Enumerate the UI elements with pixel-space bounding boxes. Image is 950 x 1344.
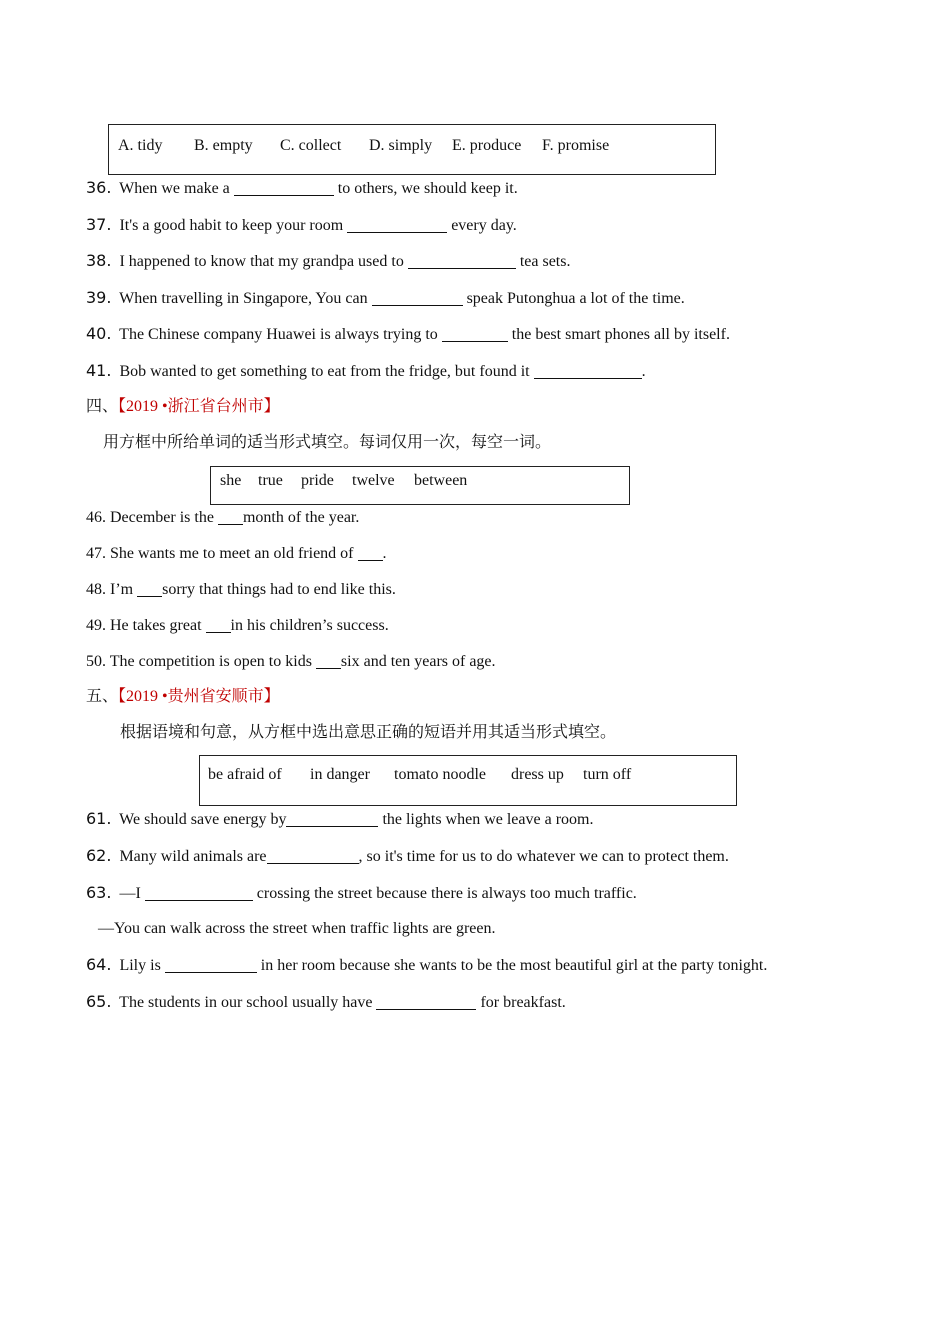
answer-blank[interactable] (218, 508, 243, 525)
question-text: I’m (110, 581, 134, 598)
question-text: He takes great (110, 617, 202, 634)
question-text: to others, we should keep it. (337, 180, 518, 197)
section-number: 五、 (86, 688, 119, 705)
answer-blank[interactable] (376, 993, 476, 1010)
question-text: It's a good habit to keep your room (119, 217, 344, 234)
word-bank-option: dress up (511, 766, 564, 783)
question-text: . (641, 363, 646, 380)
section-heading-5 (86, 687, 280, 707)
section-source: 【2019 •贵州省安顺市】 (118, 688, 280, 705)
answer-blank[interactable] (286, 810, 378, 827)
question-number: 47. (86, 545, 106, 562)
answer-blank[interactable] (234, 179, 334, 196)
question-40 (86, 324, 730, 345)
question-text: —You can walk across the street when traffic lights are green. (98, 920, 496, 937)
question-text: Bob wanted to get something to eat from the fridge, but found it (119, 363, 530, 380)
question-number: 36. (86, 178, 112, 197)
question-number: 38. (86, 251, 112, 270)
answer-blank[interactable] (408, 252, 516, 269)
answer-blank[interactable] (165, 956, 257, 973)
question-39 (86, 288, 685, 309)
word-bank-option: C. collect (280, 137, 342, 154)
word-bank-option: be afraid of (208, 766, 282, 783)
question-text: month of the year. (242, 509, 360, 526)
question-50 (86, 652, 496, 672)
question-38 (86, 251, 570, 272)
word-bank-option: pride (301, 472, 334, 489)
question-text: every day. (451, 217, 517, 234)
section-number: 四、 (86, 398, 119, 415)
question-text: , so it's time for us to do whatever we can to protect them. (358, 848, 729, 865)
question-text: in his children’s success. (230, 617, 389, 634)
question-text: . (382, 545, 387, 562)
question-number: 49. (86, 617, 106, 634)
question-number: 62. (86, 846, 112, 865)
answer-blank[interactable] (206, 616, 231, 633)
question-text: Lily is (119, 957, 161, 974)
word-bank-option: turn off (583, 766, 632, 783)
question-text: When we make a (119, 180, 230, 197)
question-text: We should save energy by (119, 811, 287, 828)
word-bank-option: between (414, 472, 468, 489)
answer-blank[interactable] (316, 652, 341, 669)
section-instruction: 根据语境和句意，从方框中选出意思正确的短语并用其适当形式填空。 (120, 724, 617, 741)
answer-blank[interactable] (358, 544, 383, 561)
question-text: The Chinese company Huawei is always trying to (119, 326, 438, 343)
question-text: Many wild animals are (119, 848, 267, 865)
question-number: 40. (86, 324, 112, 343)
question-text: The students in our school usually have (119, 994, 373, 1011)
question-63-reply (98, 919, 496, 939)
answer-blank[interactable] (267, 847, 359, 864)
answer-blank[interactable] (372, 289, 463, 306)
question-number: 39. (86, 288, 112, 307)
question-text: the best smart phones all by itself. (511, 326, 730, 343)
question-48 (86, 580, 396, 600)
answer-blank[interactable] (137, 580, 162, 597)
question-65 (86, 992, 566, 1013)
word-bank-option: tomato noodle (394, 766, 486, 783)
question-62 (86, 846, 729, 867)
question-number: 41. (86, 361, 112, 380)
question-text: She wants me to meet an old friend of (110, 545, 354, 562)
question-36 (86, 178, 518, 199)
question-number: 61. (86, 809, 112, 828)
word-bank-option: A. tidy (118, 137, 163, 154)
section-source: 【2019 •浙江省台州市】 (118, 398, 280, 415)
word-bank-option: in danger (310, 766, 370, 783)
question-text: The competition is open to kids (109, 653, 312, 670)
answer-blank[interactable] (145, 884, 253, 901)
answer-blank[interactable] (442, 325, 508, 342)
answer-blank[interactable] (534, 362, 642, 379)
question-61 (86, 809, 593, 830)
question-63 (86, 883, 637, 904)
question-number: 37. (86, 215, 112, 234)
word-bank-option: true (258, 472, 283, 489)
question-number: 48. (86, 581, 106, 598)
question-37 (86, 215, 517, 236)
question-number: 64. (86, 955, 112, 974)
word-bank-box-1 (108, 124, 716, 175)
answer-blank[interactable] (347, 216, 447, 233)
section-heading-4 (86, 397, 280, 417)
question-text: tea sets. (519, 253, 571, 270)
question-number: 46. (86, 509, 106, 526)
question-text: —I (119, 885, 141, 902)
question-49 (86, 616, 389, 636)
question-text: in her room because she wants to be the most beautiful girl at the party tonight. (260, 957, 768, 974)
word-bank-box-3 (199, 755, 737, 806)
question-text: speak Putonghua a lot of the time. (466, 290, 685, 307)
question-text: crossing the street because there is always too much traffic. (256, 885, 637, 902)
word-bank-option: twelve (352, 472, 395, 489)
question-number: 50. (86, 653, 106, 670)
question-47 (86, 544, 387, 564)
question-46 (86, 508, 359, 528)
question-number: 65. (86, 992, 112, 1011)
question-text: December is the (110, 509, 214, 526)
word-bank-option: she (220, 472, 242, 489)
section-instruction: 用方框中所给单词的适当形式填空。每词仅用一次，每空一词。 (103, 434, 552, 451)
word-bank-box-2 (210, 466, 630, 505)
word-bank-option: D. simply (369, 137, 433, 154)
question-text: the lights when we leave a room. (382, 811, 594, 828)
question-text: When travelling in Singapore, You can (119, 290, 368, 307)
question-text: sorry that things had to end like this. (162, 581, 396, 598)
question-number: 63. (86, 883, 112, 902)
question-text: for breakfast. (480, 994, 566, 1011)
question-41 (86, 361, 646, 382)
word-bank-option: F. promise (542, 137, 610, 154)
question-64 (86, 955, 767, 976)
word-bank-option: E. produce (452, 137, 522, 154)
question-text: six and ten years of age. (340, 653, 496, 670)
word-bank-option: B. empty (194, 137, 253, 154)
question-text: I happened to know that my grandpa used to (119, 253, 404, 270)
